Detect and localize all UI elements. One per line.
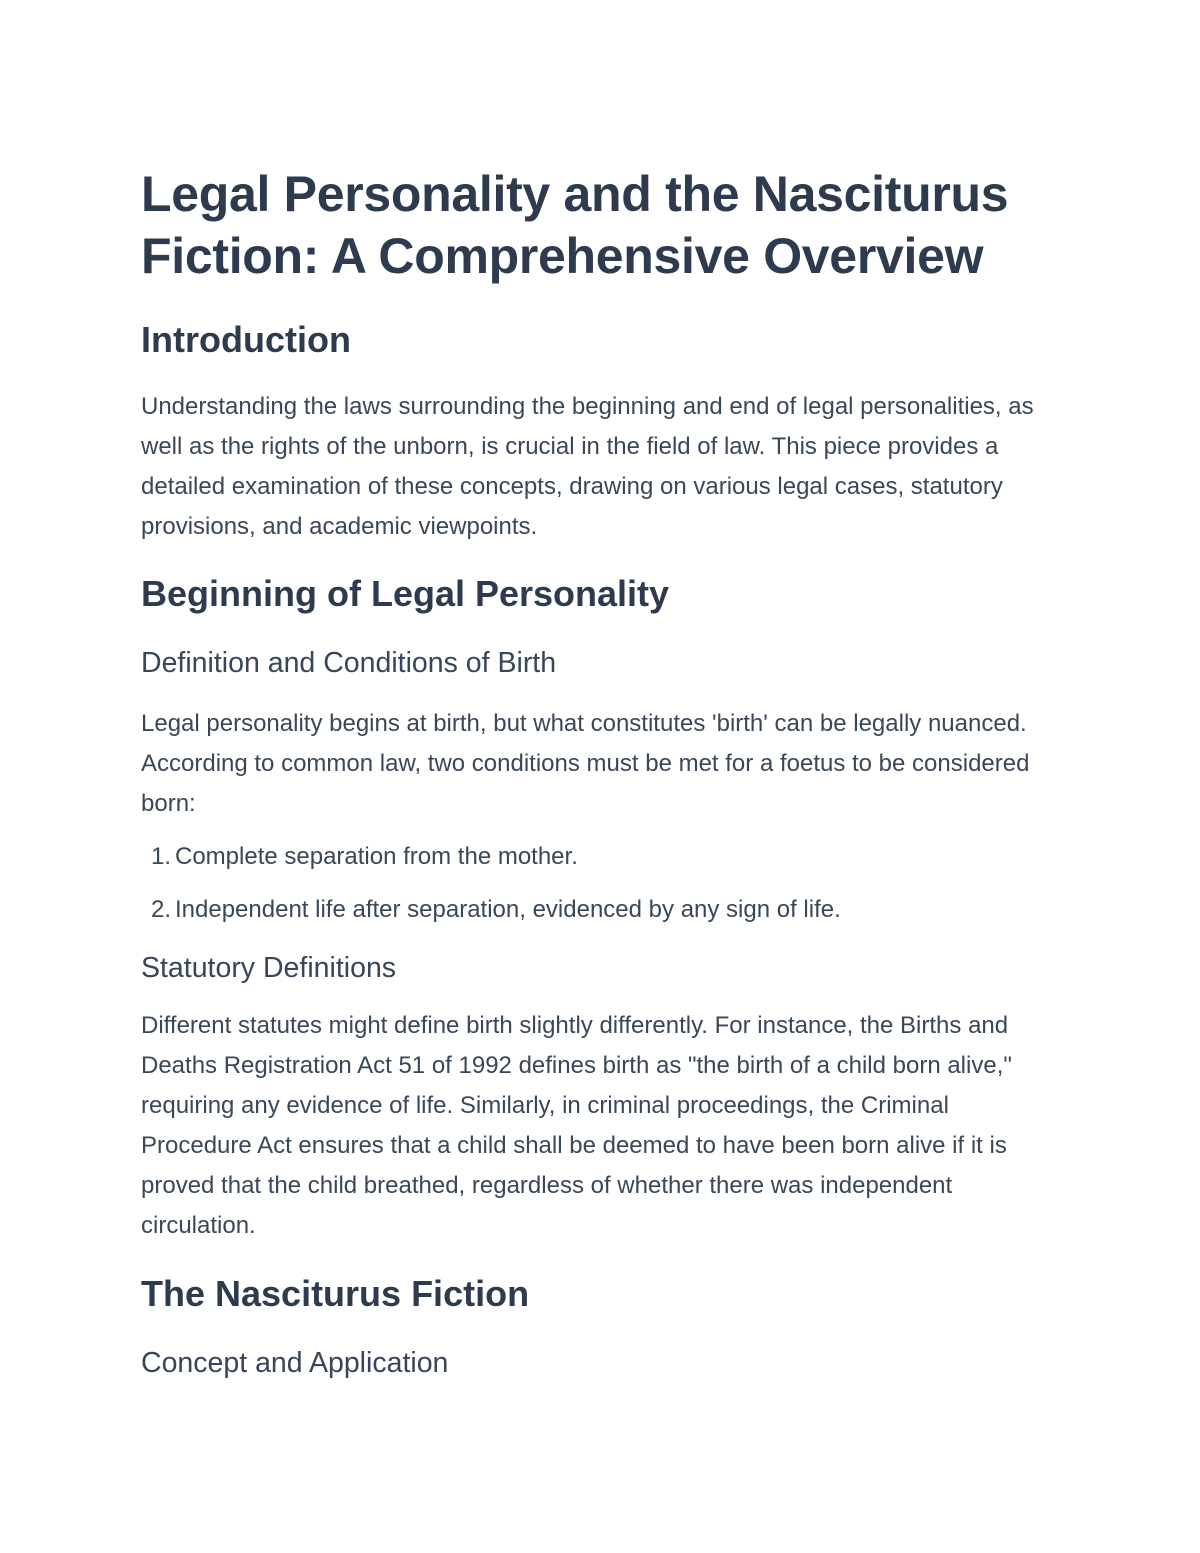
list-item [141,892,841,928]
concept-and-application-heading: Concept and Application [141,1347,449,1379]
introduction-paragraph: Understanding the laws surrounding the beginning and end of legal personalities, as well as the rights of the unborn, is crucial in the field of law. This piece provides a detailed examination of these concepts, drawing on various legal cases, statutory provisions, and academic viewpoints. [141,393,1034,540]
introduction-heading: Introduction [141,319,351,360]
list-item-text: Independent life after separation, evidenced by any sign of life. [175,896,841,923]
document-title: Legal Personality and the Nasciturus Fiction: A Comprehensive Overview [141,166,1009,284]
list-item [141,839,578,875]
list-item-text: Complete separation from the mother. [175,843,578,870]
statutory-definitions-heading: Statutory Definitions [141,952,397,984]
nasciturus-fiction-heading: The Nasciturus Fiction [141,1273,530,1314]
list-item-number: 1. [150,843,171,870]
definition-paragraph: Legal personality begins at birth, but what constitutes 'birth' can be legally nuanced. According to common law, two conditions must be met for a foetus to be considered born: [141,710,1030,817]
definition-and-conditions-heading: Definition and Conditions of Birth [141,647,557,679]
statutory-definitions-paragraph: Different statutes might define birth slightly differently. For instance, the Births and Deaths Registration Act 51 of 1992 defines birth as "the birth of a child born alive," requiring any evidence of life. Similarly, in criminal proceedings, the Criminal Procedure Act ensures that a child shall be deemed to have been born alive if it is proved that the child breathed, regardless of whether there was independent circulation. [141,1012,1012,1239]
list-item-number: 2. [150,896,171,923]
beginning-of-legal-personality-heading: Beginning of Legal Personality [141,573,670,614]
